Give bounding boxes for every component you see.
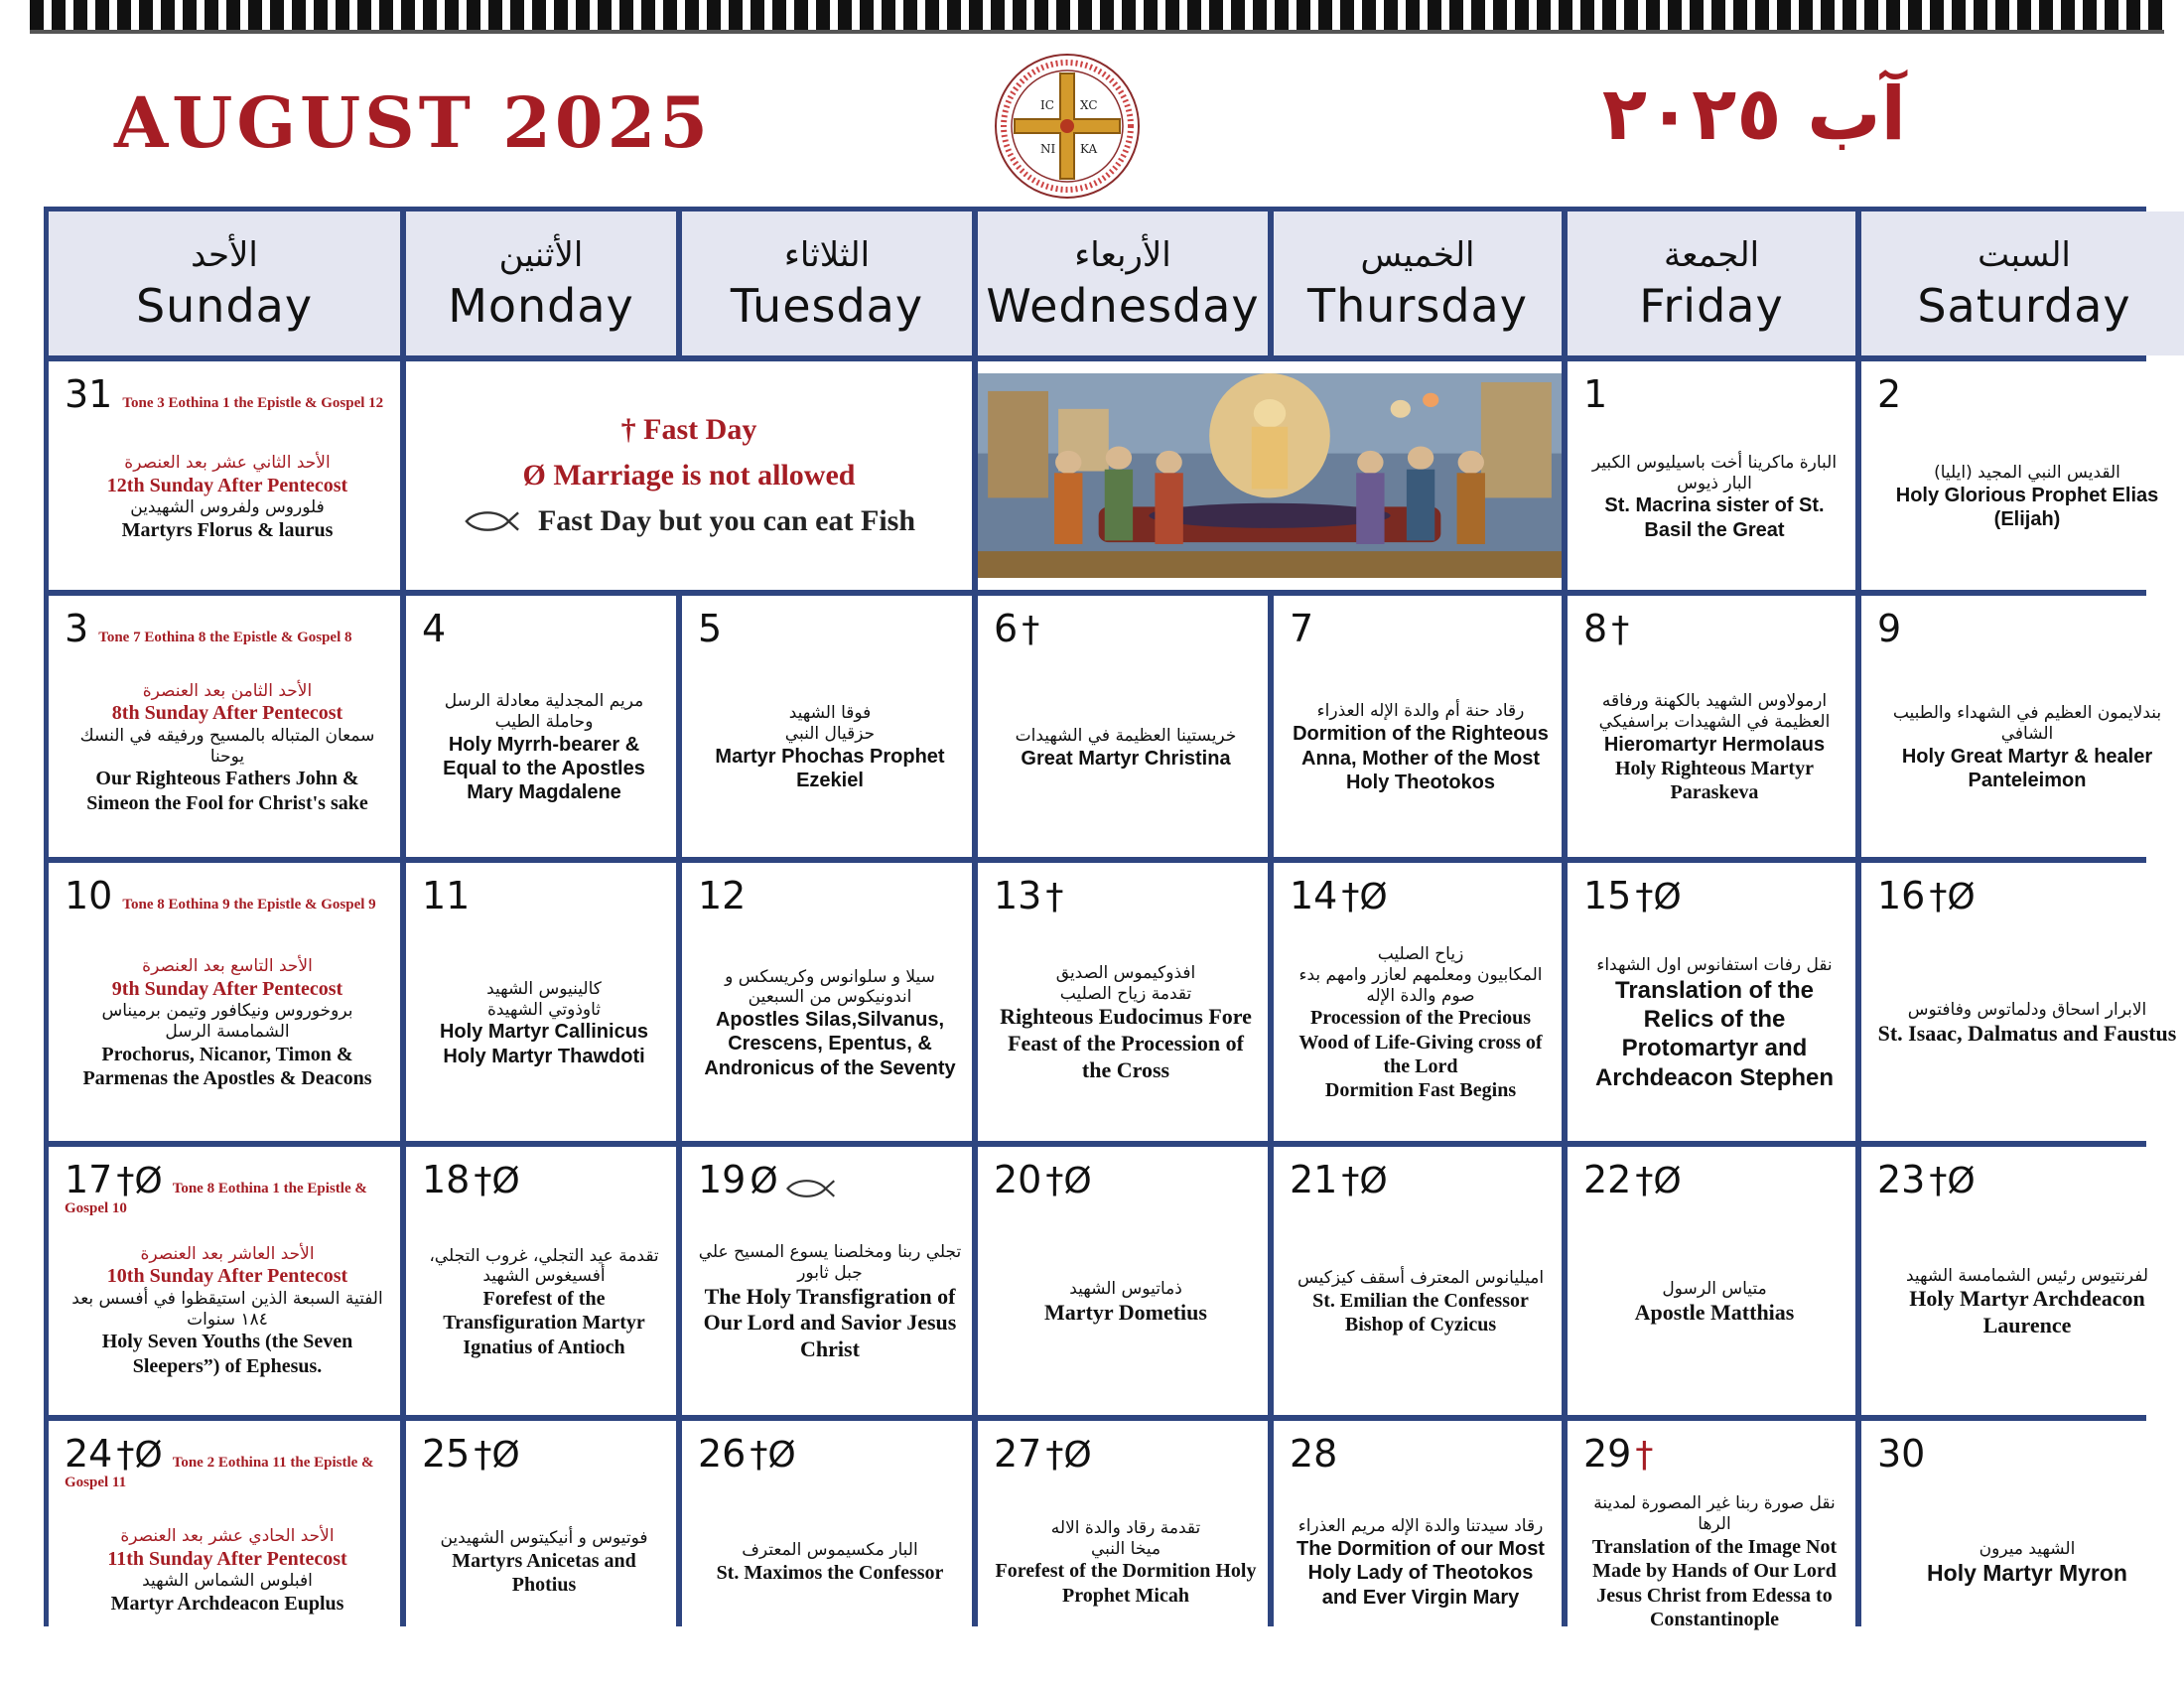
feast-english-1: Hieromartyr Hermolaus bbox=[1603, 733, 1826, 756]
day-header-sunday bbox=[49, 211, 400, 355]
feast-english: Holy Martyr Callinicus Holy Martyr Thawdoti bbox=[439, 1021, 649, 1067]
feast-english: St. Maximos the Confessor bbox=[716, 1562, 944, 1585]
day-cell-aug-29 bbox=[1568, 1421, 1855, 1661]
day-cell-aug-17 bbox=[49, 1147, 400, 1415]
calendar-grid bbox=[44, 207, 2177, 1631]
feast-english: Holy Great Martyr & healer Panteleimon bbox=[1901, 745, 2153, 792]
day-cell-aug-3 bbox=[49, 596, 400, 857]
feast-arabic: الابرار اسحاق ودلماتوس وفافتوس bbox=[1907, 1000, 2147, 1021]
feast-english: St. Isaac, Dalmatus and Faustus bbox=[1877, 1020, 2177, 1046]
feast-arabic-1: كالينيوس الشهيد bbox=[486, 978, 602, 999]
day-name-arabic: الخميس bbox=[1360, 234, 1475, 275]
day-number: 1 bbox=[1583, 372, 1608, 416]
feast-english: The Holy Transfigration of Our Lord and Savior Jesus Christ bbox=[703, 1283, 957, 1362]
day-header-tuesday bbox=[682, 211, 972, 355]
day-number: 29 bbox=[1583, 1432, 1632, 1476]
day-name-arabic: السبت bbox=[1978, 234, 2071, 275]
sunday-english: 12th Sunday After Pentecost bbox=[106, 474, 348, 496]
feast-english: St. Emilian the Confessor Bishop of Cyzicus bbox=[1312, 1289, 1529, 1336]
day-cell-aug-23 bbox=[1861, 1147, 2184, 1415]
day-name-english: Saturday bbox=[1917, 278, 2131, 333]
day-number: 17 bbox=[65, 1158, 113, 1201]
seal-letter-xc: XC bbox=[1080, 98, 1098, 112]
day-cell-aug-26 bbox=[682, 1421, 972, 1661]
feast-arabic: سيلا و سلوانوس وكريسكس و اندونيكوس من السبعين bbox=[725, 966, 935, 1008]
day-cell-aug-12 bbox=[682, 863, 972, 1141]
feast-english: Holy Glorious Prophet Elias (Elijah) bbox=[1895, 484, 2159, 531]
feast-arabic: لفرنتيوس رئيس الشمامسة الشهيد bbox=[1905, 1265, 2149, 1286]
fast-mark: †Ø bbox=[474, 1435, 520, 1476]
feast-english: Translation of the Relics of the Protomartyr and Archdeacon Stephen bbox=[1594, 976, 1835, 1091]
fasting-legend bbox=[406, 361, 972, 590]
feast-arabic-2: ميخا النبي bbox=[1090, 1538, 1161, 1559]
day-header-saturday bbox=[1861, 211, 2184, 355]
day-number: 16 bbox=[1877, 874, 1926, 917]
day-cell-aug-28 bbox=[1274, 1421, 1562, 1661]
tone-note: Tone 3 Eothina 1 the Epistle & Gospel 12 bbox=[122, 395, 384, 411]
fast-mark: †Ø bbox=[116, 1161, 163, 1201]
binding-edge bbox=[30, 30, 2164, 34]
feast-arabic: البار مكسيموس المعترف bbox=[742, 1540, 918, 1561]
day-cell-aug-11 bbox=[406, 863, 676, 1141]
spiral-binding bbox=[30, 0, 2164, 30]
sunday-english: 8th Sunday After Pentecost bbox=[111, 702, 343, 725]
fish-icon bbox=[463, 508, 520, 534]
day-cell-aug-18 bbox=[406, 1147, 676, 1415]
day-name-english: Tuesday bbox=[730, 278, 924, 333]
month-title-english: AUGUST 2025 bbox=[114, 81, 713, 164]
day-cell-aug-9 bbox=[1861, 596, 2184, 857]
day-number: 28 bbox=[1290, 1432, 1338, 1476]
feast-arabic: نقل صورة ربنا غير المصورة لمدينة الرها bbox=[1593, 1493, 1836, 1535]
feast-english: Forefest of the Transfiguration Martyr Ignatius of Antioch bbox=[443, 1288, 645, 1358]
feast-arabic: اميليانوس المعترف أسقف كيزكيس bbox=[1297, 1268, 1545, 1289]
fast-mark: † bbox=[1045, 877, 1064, 917]
tone-note: Tone 2 Eothina 11 the Epistle & Gospel 11 bbox=[65, 1455, 374, 1490]
feast-english: Holy Seven Youths (the Seven Sleepers”) of Ephesus. bbox=[101, 1331, 353, 1377]
day-number: 8 bbox=[1583, 607, 1608, 650]
day-cell-aug-13 bbox=[978, 863, 1268, 1141]
day-cell-jul-31 bbox=[49, 361, 400, 590]
tone-note: Tone 7 Eothina 8 the Epistle & Gospel 8 bbox=[98, 630, 352, 645]
feast-english: St. Macrina sister of St. Basil the Great bbox=[1604, 494, 1825, 541]
feast-english: Holy Martyr Myron bbox=[1927, 1560, 2127, 1587]
feast-arabic: الفتية السبعة الذين استيقظوا في أفسس بعد ١٨٤ سنوات bbox=[71, 1288, 383, 1330]
day-name-arabic: الأثنين bbox=[498, 234, 584, 275]
feast-arabic: بندلايمون العظيم في الشهداء والطبيب الشافي bbox=[1892, 703, 2162, 745]
fast-mark: †Ø bbox=[1341, 877, 1388, 917]
sunday-arabic: الأحد الحادي عشر بعد العنصرة bbox=[120, 1526, 335, 1547]
day-cell-aug-20 bbox=[978, 1147, 1268, 1415]
legend-marriage: Ø Marriage is not allowed bbox=[522, 459, 856, 492]
feast-arabic: فوتيوس و أنيكيتوس الشهيدين bbox=[440, 1528, 648, 1549]
day-number: 18 bbox=[422, 1158, 471, 1201]
day-number: 15 bbox=[1583, 874, 1632, 917]
feast-arabic: تقدمة عيد التجلي، غروب التجلي، أفسيغوس الشهيد bbox=[429, 1245, 659, 1287]
fast-mark: †Ø bbox=[1635, 877, 1682, 917]
day-number: 12 bbox=[698, 874, 747, 917]
day-cell-aug-4 bbox=[406, 596, 676, 857]
feast-english-2: Dormition Fast Begins bbox=[1324, 1079, 1517, 1102]
day-number: 22 bbox=[1583, 1158, 1632, 1201]
day-cell-aug-14 bbox=[1274, 863, 1562, 1141]
feast-arabic: ارمولاوس الشهيد بالكهنة ورفاقه العظيمة في الشهيدات براسفيكي bbox=[1598, 691, 1831, 732]
fast-mark: † bbox=[1635, 1435, 1654, 1476]
fish-icon bbox=[784, 1177, 836, 1200]
sunday-english: 10th Sunday After Pentecost bbox=[106, 1265, 348, 1288]
fast-mark: †Ø bbox=[474, 1161, 520, 1201]
day-number: 21 bbox=[1290, 1158, 1338, 1201]
day-header-thursday bbox=[1274, 211, 1562, 355]
day-cell-aug-21 bbox=[1274, 1147, 1562, 1415]
feast-arabic-2: ثاوذوتي الشهيدة bbox=[486, 999, 602, 1020]
feast-arabic: خريستينا العظيمة في الشهيدات bbox=[1015, 725, 1237, 746]
day-number: 31 bbox=[65, 372, 113, 416]
day-number: 23 bbox=[1877, 1158, 1926, 1201]
sunday-arabic: الأحد الثاني عشر بعد العنصرة bbox=[124, 452, 331, 473]
day-number: 10 bbox=[65, 874, 113, 917]
fast-mark: † bbox=[1611, 610, 1630, 650]
day-name-arabic: الأربعاء bbox=[1074, 234, 1171, 275]
fast-mark: †Ø bbox=[1929, 1161, 1976, 1201]
day-cell-aug-15 bbox=[1568, 863, 1855, 1141]
day-cell-aug-22 bbox=[1568, 1147, 1855, 1415]
feast-english: Holy Martyr Archdeacon Laurence bbox=[1909, 1286, 2145, 1338]
feast-english: Martyrs Florus & laurus bbox=[121, 518, 334, 541]
day-name-arabic: الجمعة bbox=[1663, 234, 1760, 275]
fast-mark: †Ø bbox=[1929, 877, 1976, 917]
tone-note: Tone 8 Eothina 1 the Epistle & Gospel 10 bbox=[65, 1181, 367, 1216]
fast-mark: †Ø bbox=[1045, 1161, 1092, 1201]
fast-mark: †Ø bbox=[1341, 1161, 1388, 1201]
day-name-arabic: الأحد bbox=[191, 234, 258, 275]
day-number: 19 bbox=[698, 1158, 747, 1201]
feast-arabic-1: زياح الصليب bbox=[1377, 944, 1464, 965]
day-name-english: Wednesday bbox=[986, 278, 1260, 333]
day-cell-aug-2 bbox=[1861, 361, 2184, 590]
feast-arabic: البارة ماكرينا أخت باسيليوس الكبير البار ذيوس bbox=[1591, 452, 1838, 493]
legend-fish-row bbox=[463, 498, 915, 544]
feast-arabic: متياس الرسول bbox=[1662, 1279, 1767, 1300]
feast-english-1: Procession of the Precious Wood of Life-Giving cross of the Lord bbox=[1298, 1007, 1543, 1078]
feast-arabic: تجلي ربنا ومخلصنا يسوع المسيح علي جبل ثابور bbox=[698, 1242, 962, 1283]
legend-fast-day: † Fast Day bbox=[620, 413, 757, 446]
fast-mark: †Ø bbox=[116, 1435, 163, 1476]
day-number: 11 bbox=[422, 874, 471, 917]
feast-arabic: القديس النبي المجيد (ايليا) bbox=[1934, 463, 2120, 484]
feast-arabic-1: افذوكيموس الصديق bbox=[1055, 962, 1196, 983]
day-number: 7 bbox=[1290, 607, 1314, 650]
feast-arabic: نقل رفات استفانوس اول الشهداء bbox=[1596, 955, 1833, 976]
day-cell-aug-5 bbox=[682, 596, 972, 857]
feast-english: Martyr Phochas Prophet Ezekiel bbox=[715, 745, 945, 792]
day-number: 14 bbox=[1290, 874, 1338, 917]
day-cell-aug-19 bbox=[682, 1147, 972, 1415]
sunday-arabic: الأحد التاسع بعد العنصرة bbox=[142, 956, 313, 977]
day-name-english: Friday bbox=[1639, 278, 1784, 333]
dormition-icon-painting bbox=[978, 361, 1562, 590]
feast-arabic: افبلوس الشماس الشهيد bbox=[142, 1571, 313, 1592]
day-number: 6 bbox=[994, 607, 1019, 650]
feast-arabic-2: تقدمة زياح الصليب bbox=[1059, 983, 1192, 1004]
feast-arabic: رقاد حنة أم والدة الإله العذراء bbox=[1316, 701, 1525, 722]
day-name-english: Sunday bbox=[135, 278, 314, 333]
day-number: 25 bbox=[422, 1432, 471, 1476]
day-cell-aug-1 bbox=[1568, 361, 1855, 590]
feast-english: Apostle Matthias bbox=[1634, 1299, 1795, 1325]
day-cell-aug-30 bbox=[1861, 1421, 2184, 1661]
day-number: 27 bbox=[994, 1432, 1042, 1476]
feast-arabic-2: حزقيال النبي bbox=[784, 724, 876, 745]
day-cell-aug-6 bbox=[978, 596, 1268, 857]
feast-arabic: الشهيد ميرون bbox=[1979, 1538, 2076, 1559]
day-cell-aug-7 bbox=[1274, 596, 1562, 857]
day-number: 5 bbox=[698, 607, 723, 650]
day-cell-aug-24 bbox=[49, 1421, 400, 1661]
day-number: 26 bbox=[698, 1432, 747, 1476]
fast-mark: †Ø bbox=[1045, 1435, 1092, 1476]
sunday-english: 9th Sunday After Pentecost bbox=[111, 977, 343, 1000]
feast-arabic-1: فوقا الشهيد bbox=[788, 703, 872, 724]
feast-arabic: سمعان المتباله بالمسيح ورفيقه في النسك يوحنا bbox=[79, 725, 375, 767]
feast-english: Prochorus, Nicanor, Timon & Parmenas the Apostles & Deacons bbox=[82, 1043, 372, 1090]
feast-english: Martyr Archdeacon Euplus bbox=[110, 1593, 344, 1616]
day-cell-aug-16 bbox=[1861, 863, 2184, 1141]
day-cell-aug-10 bbox=[49, 863, 400, 1141]
feast-english: Forefest of the Dormition Holy Prophet Micah bbox=[995, 1560, 1257, 1607]
day-cell-aug-8 bbox=[1568, 596, 1855, 857]
feast-english: Our Righteous Fathers John & Simeon the Fool for Christ's sake bbox=[86, 768, 368, 814]
day-number: 9 bbox=[1877, 607, 1902, 650]
feast-arabic: بروخوروس ونيكافور وتيمن برميناس الشمامسة الرسل bbox=[101, 1001, 353, 1043]
day-name-english: Thursday bbox=[1307, 278, 1528, 333]
feast-english: Translation of the Image Not Made by Hands of Our Lord Jesus Christ from Edessa to Constantinople bbox=[1591, 1535, 1838, 1631]
feast-arabic: مريم المجدلية معادلة الرسل وحاملة الطيب bbox=[444, 691, 644, 732]
day-name-arabic: الثلاثاء bbox=[783, 234, 871, 275]
month-title-arabic: آب ٢٠٢٥ bbox=[1601, 71, 1906, 157]
sunday-arabic: الأحد الثامن بعد العنصرة bbox=[142, 680, 313, 701]
fast-mark: †Ø bbox=[750, 1435, 796, 1476]
feast-english: The Dormition of our Most Holy Lady of Theotokos and Ever Virgin Mary bbox=[1297, 1537, 1545, 1609]
sunday-arabic: الأحد العاشر بعد العنصرة bbox=[140, 1243, 315, 1264]
legend-fish-text: Fast Day but you can eat Fish bbox=[537, 504, 916, 537]
day-number: 24 bbox=[65, 1432, 113, 1476]
day-header-friday bbox=[1568, 211, 1855, 355]
day-number: 4 bbox=[422, 607, 447, 650]
feast-arabic: ذماتيوس الشهيد bbox=[1069, 1279, 1182, 1300]
feast-english: Dormition of the Righteous Anna, Mother of the Most Holy Theotokos bbox=[1293, 723, 1549, 793]
feast-english: Holy Myrrh-bearer & Equal to the Apostles Mary Magdalene bbox=[443, 733, 645, 804]
feast-arabic-2: المكابيون ومعلمهم لعازر وامهم بدء صوم والدة الإله bbox=[1298, 964, 1543, 1006]
feast-arabic-1: تقدمة رقاد والدة الاله bbox=[1050, 1517, 1201, 1538]
day-header-wednesday bbox=[978, 211, 1268, 355]
feast-english-2: Holy Righteous Martyr Paraskeva bbox=[1615, 757, 1814, 804]
sunday-english: 11th Sunday After Pentecost bbox=[107, 1547, 347, 1570]
feast-arabic: فلوروس ولفروس الشهيدين bbox=[130, 496, 325, 517]
day-header-monday bbox=[406, 211, 676, 355]
fast-mark: †Ø bbox=[1635, 1161, 1682, 1201]
seal-letter-ka: KA bbox=[1080, 142, 1098, 156]
fast-mark: Ø bbox=[750, 1161, 778, 1201]
feast-english: Righteous Eudocimus Fore Feast of the Procession of the Cross bbox=[1000, 1004, 1252, 1083]
day-number: 30 bbox=[1877, 1432, 1926, 1476]
feast-arabic: رقاد سيدتنا والدة الإله مريم العذراء bbox=[1297, 1515, 1544, 1536]
patriarchate-seal-icon bbox=[993, 52, 1142, 201]
feast-english: Great Martyr Christina bbox=[1021, 747, 1231, 770]
day-cell-aug-27 bbox=[978, 1421, 1268, 1661]
tone-note: Tone 8 Eothina 9 the Epistle & Gospel 9 bbox=[122, 897, 376, 913]
day-number: 2 bbox=[1877, 372, 1902, 416]
day-number: 20 bbox=[994, 1158, 1042, 1201]
day-name-english: Monday bbox=[448, 278, 634, 333]
seal-letter-ic: IC bbox=[1040, 98, 1054, 112]
feast-english: Martyrs Anicetas and Photius bbox=[452, 1549, 636, 1597]
feast-english: Martyr Dometius bbox=[1044, 1299, 1207, 1325]
day-cell-aug-25 bbox=[406, 1421, 676, 1661]
day-number: 3 bbox=[65, 607, 89, 650]
day-number: 13 bbox=[994, 874, 1042, 917]
seal-letter-ni: NI bbox=[1040, 142, 1056, 156]
fast-mark: † bbox=[1022, 610, 1040, 650]
feast-english: Apostles Silas,Silvanus, Crescens, Epentus, & Andronicus of the Seventy bbox=[704, 1009, 956, 1079]
